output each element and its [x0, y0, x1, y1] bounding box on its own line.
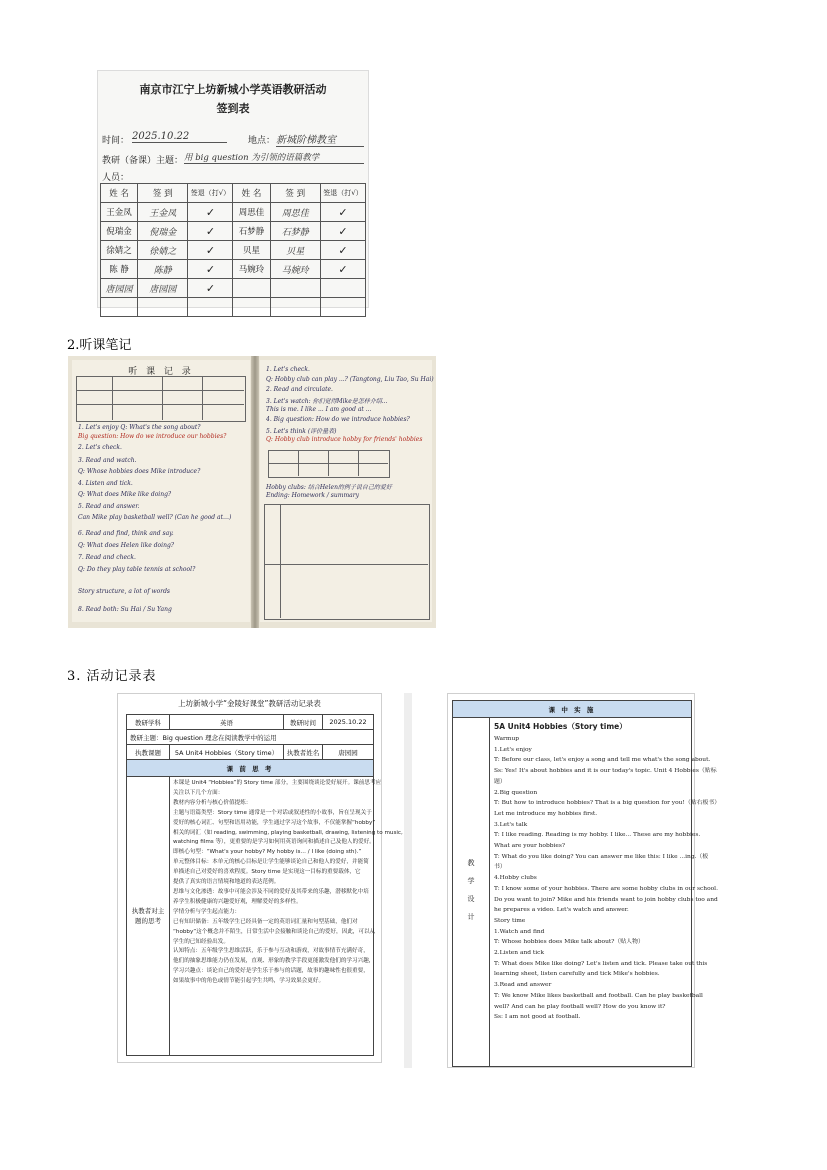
subject-value: 英语 — [169, 714, 284, 730]
body-line: Ss: Yes! It's about hobbies and it is our today's topic. Unit 4 Hobbies（贴标 — [494, 768, 717, 775]
note-line: 2. Let's check. — [78, 444, 122, 451]
body-line: 学情分析与学生起点能力： — [173, 908, 241, 915]
notebook-right-page — [260, 360, 432, 622]
activity-record-left-page — [117, 693, 403, 1063]
note-line: This is me. I like ... I am good at ... — [266, 406, 372, 413]
attendee-name: 唐园园 — [101, 279, 138, 298]
time-value: 2025.10.22 — [322, 714, 374, 730]
signin-attendees-label: 人员： — [102, 173, 130, 183]
signin-sheet-photo — [97, 70, 369, 308]
note-line: Can Mike play basketball well? (Can he good at…) — [78, 514, 232, 521]
notebook-remarks-grid — [264, 504, 430, 620]
activity-record-right-page — [447, 693, 721, 1068]
body-line: T: What does Mike like doing? Let's listen and tick. Please take out this — [494, 960, 708, 967]
body-line: 4.Hobby clubs — [494, 875, 537, 882]
signin-topic-value: 用 big question 为引领的语篇教学 — [184, 151, 364, 164]
body-line: Ss: I am not good at football. — [494, 1014, 581, 1021]
body-line: 3.Read and answer — [494, 982, 552, 989]
teacher-label: 执教者姓名 — [283, 744, 323, 760]
attendee-name: 王金凤 — [101, 203, 138, 222]
body-line: learning sheet, listen carefully and tick Mike's hobbies. — [494, 971, 660, 978]
teacher-value: 唐园园 — [322, 744, 374, 760]
signin-time-value: 2025.10.22 — [132, 131, 227, 143]
header-sign-b: 签 到 — [270, 184, 320, 203]
header-check-b: 签退（打√） — [320, 184, 365, 203]
attendee-signature: 陈静 — [138, 260, 188, 279]
body-line: 已有知识储备：五年级学生已经具备一定的英语词汇量和句型基础，他们对 — [173, 918, 358, 925]
note-line: Q: Whose hobbies does Mike introduce? — [78, 468, 201, 475]
checkout-mark: ✓ — [320, 260, 365, 279]
body-line: “hobby”这个概念并不陌生，日常生活中会接触和谈论自己的爱好，因此，可以从 — [173, 928, 376, 935]
attendee-signature: 马婉玲 — [270, 260, 320, 279]
attendee-name: 倪瑞金 — [101, 222, 138, 241]
note-line: Story structure, a lot of words — [78, 588, 171, 595]
attendee-signature — [270, 279, 320, 298]
body-line: 认知特点：五年级学生思维活跃，乐于参与互动和游戏，对故事情节充满好奇， — [173, 948, 369, 955]
note-line: 3. Let's watch: 你们觉得Mike是怎样介绍... — [266, 398, 388, 405]
note-line: Q: What does Mike like doing? — [78, 491, 172, 498]
header-check-a: 签退（打√） — [188, 184, 233, 203]
body-line: 学生的已知经验出发。 — [173, 938, 229, 945]
checkout-mark: ✓ — [188, 279, 233, 298]
signin-place-label: 地点： — [248, 136, 276, 146]
theme-row: 教研主题：Big question 理念在阅读教学中的运用 — [126, 729, 374, 745]
note-line: 5. Read and answer. — [78, 503, 140, 510]
checkout-mark: ✓ — [188, 222, 233, 241]
note-line: 4. Listen and tick. — [78, 480, 133, 487]
header-name-a: 姓 名 — [101, 184, 138, 203]
checkout-mark: ✓ — [320, 222, 365, 241]
checkout-mark: ✓ — [188, 260, 233, 279]
notebook-title: 听 课 记 录 — [128, 367, 194, 377]
note-line: Hobby clubs: 结合Helen的例子说自己的爱好 — [266, 484, 392, 491]
attendee-name: 马婉玲 — [233, 260, 270, 279]
note-line: 7. Read and check. — [78, 554, 136, 561]
body-line: 1.Watch and find — [494, 928, 545, 935]
body-line: Let me introduce my hobbies first. — [494, 810, 598, 817]
body-line: 即核心句型：“What's your hobby? My hobby is… / I like (doing sth).” — [173, 849, 362, 856]
signin-row — [101, 241, 366, 260]
body-line: well? And can he play football well? How do you know it? — [494, 1003, 666, 1010]
signin-place-value: 新城阶梯教室 — [276, 131, 364, 147]
note-line: Big question: How do we introduce our hobbies? — [78, 433, 227, 440]
body-line: 书） — [494, 864, 506, 871]
signin-row — [101, 260, 366, 279]
body-line: 1.Let's enjoy — [494, 746, 532, 753]
header-name-b: 姓 名 — [233, 184, 270, 203]
body-line: T: Whose hobbies does Mike talk about?（贴人物） — [494, 939, 644, 946]
attendee-signature: 唐园园 — [138, 279, 188, 298]
note-line: 6. Read and find, think and say. — [78, 530, 174, 537]
attendee-name: 贝星 — [233, 241, 270, 260]
section-heading-notes: 2.听课笔记 — [67, 338, 132, 353]
page-gutter — [404, 693, 412, 1068]
signin-table — [100, 183, 366, 317]
teaching-design-text — [494, 720, 721, 1023]
body-line: Story time — [494, 917, 526, 924]
body-line: 爱好的核心词汇、句型和语用功能，学生通过学习这个故事，不仅能掌握“hobby” — [173, 819, 376, 826]
note-line: 3. Read and watch. — [78, 457, 137, 464]
signin-header-row — [101, 184, 366, 203]
body-line: 本课是 Unit4 “Hobbies”的 Story time 部分，主要围绕谈论爱好展开。课前思考应 — [173, 780, 382, 786]
body-line: 思维与文化渗透：故事中可能会涉及不同的爱好及其带来的乐趣，潜移默化中培 — [173, 888, 369, 895]
signin-row — [101, 222, 366, 241]
body-line: T: Before our class, let's enjoy a song and tell me what's the song about. — [494, 757, 711, 764]
attendee-name: 周思佳 — [233, 203, 270, 222]
body-line: What are your hobbies? — [494, 843, 566, 850]
body-line: Warmup — [494, 736, 520, 742]
body-line: 单元整体目标：本单元的核心目标是让学生能够谈论自己和他人的爱好，并能简 — [173, 859, 369, 866]
evaluation-grid — [268, 450, 390, 478]
lesson-label: 执教课题 — [126, 744, 170, 760]
notebook-spine — [251, 356, 259, 628]
lesson-notes-photo — [68, 356, 436, 628]
checkout-mark: ✓ — [188, 203, 233, 222]
body-line: 学习兴趣点：谈论自己的爱好是学生乐于参与的话题，故事的趣味性也很重要， — [173, 968, 369, 975]
subject-label: 教研学科 — [126, 714, 170, 730]
body-line: 养学生积极健康的兴趣爱好观，理解爱好的多样性。 — [173, 898, 302, 905]
teacher-thoughts-label: 执教者对主题的思考 — [126, 776, 170, 1056]
checkout-mark — [320, 279, 365, 298]
body-line: T: We know Mike likes basketball and football. Can he play basketball — [494, 992, 703, 999]
attendee-signature: 倪瑞金 — [138, 222, 188, 241]
body-line: 如果故事中的角色或情节能引起学生共鸣，学习效果会更好。 — [173, 978, 325, 985]
body-line: T: I like reading. Reading is my hobby. I like... These are my hobbies. — [494, 832, 701, 839]
checkout-mark: ✓ — [320, 241, 365, 260]
in-class-band: 课 中 实 施 — [452, 700, 692, 718]
body-line: watching films 等），更重要的是学习如何用英语询问和描述自己及他人的爱好。 — [173, 839, 375, 846]
note-line: Q: Hobby club can play ...? (Tangtong, Liu Tao, Su Hai) — [266, 376, 434, 383]
record-title: 上坊新城小学“金陵好课堂”教研活动记录表 — [178, 699, 321, 708]
body-line: 主题与语篇类型：Story time 通常是一个对话或叙述性的小故事，旨在呈现关于 — [173, 809, 372, 816]
section-heading-record: 3. 活动记录表 — [67, 669, 157, 684]
body-line: 2.Listen and tick — [494, 950, 545, 957]
attendee-signature: 徐婧之 — [138, 241, 188, 260]
attendee-signature: 贝星 — [270, 241, 320, 260]
checkout-mark: ✓ — [188, 241, 233, 260]
body-line: 关注以下几个方面： — [173, 789, 224, 796]
signin-title: 南京市江宁上坊新城小学英语教研活动 — [139, 83, 327, 96]
note-line: 1. Let's enjoy Q: What's the song about? — [78, 424, 201, 431]
body-line: T: What do you like doing? You can answer me like this: I like ...ing.（板 — [494, 853, 709, 860]
body-line: T: But how to introduce hobbies? That is a big question for you!（贴右板书） — [494, 800, 721, 807]
lesson-value: 5A Unit4 Hobbies（Story time） — [169, 744, 284, 760]
header-sign-a: 签 到 — [138, 184, 188, 203]
attendee-signature: 石梦静 — [270, 222, 320, 241]
signin-topic-label: 教研（备课）主题： — [102, 156, 184, 166]
body-line: Do you want to join? Mike and his friends want to join hobby clubs too and — [494, 896, 718, 903]
checkout-mark: ✓ — [320, 203, 365, 222]
body-line: 2.Big question — [494, 789, 538, 796]
body-line: 他们的抽象思维能力仍在发展，直观、形象的教学手段更能激发他们的学习兴趣， — [173, 958, 375, 965]
note-line: 2. Read and circulate. — [266, 386, 333, 393]
pre-class-band: 课 前 思 考 — [126, 759, 374, 777]
attendee-name: 陈 静 — [101, 260, 138, 279]
notebook-left-page — [72, 360, 250, 622]
note-line: Q: Hobby club introduce hobby for friends' hobbies — [266, 436, 423, 443]
body-line: 相关的词汇（如 reading, swimming, playing basketball, drawing, listening to music, — [173, 829, 403, 836]
body-line: 单描述自己对爱好的喜欢程度。Story time 是实现这一目标的重要载体，它 — [173, 869, 361, 876]
signin-row — [101, 279, 366, 298]
body-line: 3.Let's talk — [494, 821, 528, 828]
note-line: Ending: Homework / summary — [266, 492, 359, 499]
signin-row-empty — [101, 298, 366, 317]
attendee-name — [233, 279, 270, 298]
attendee-name: 石梦静 — [233, 222, 270, 241]
note-line: 4. Big question: How do we introduce hobbies? — [266, 416, 410, 423]
time-label: 教研时间 — [283, 714, 323, 730]
body-line: he prepares a video. Let's watch and answer. — [494, 907, 629, 914]
note-line: 8. Read both: Su Hai / Su Yang — [78, 606, 172, 613]
signin-row — [101, 203, 366, 222]
signin-time-label: 时间： — [102, 136, 130, 146]
body-line: 教材内容分析与核心价值提炼： — [173, 799, 252, 806]
note-line: 1. Let's check. — [266, 366, 310, 373]
attendee-signature: 王金凤 — [138, 203, 188, 222]
body-line: T: I know some of your hobbies. There are some hobby clubs in our school. — [494, 885, 718, 892]
body-line: 提供了真实的语言情境和地道的表达范例。 — [173, 879, 280, 886]
body-line: 题） — [494, 778, 506, 785]
signin-subtitle: 签到表 — [216, 102, 250, 115]
note-line: Q: Do they play table tennis at school? — [78, 566, 196, 573]
note-line: Q: What does Helen like doing? — [78, 542, 175, 549]
teaching-design-label: 教 学 设 计 — [467, 859, 475, 921]
note-line: 5. Let's think (评价量表) — [266, 428, 337, 435]
notebook-header-grid — [76, 376, 246, 422]
lesson-title: 5A Unit4 Hobbies（Story time） — [494, 722, 627, 731]
attendee-name: 徐婧之 — [101, 241, 138, 260]
teacher-thoughts-text — [173, 779, 403, 987]
attendee-signature: 周思佳 — [270, 203, 320, 222]
